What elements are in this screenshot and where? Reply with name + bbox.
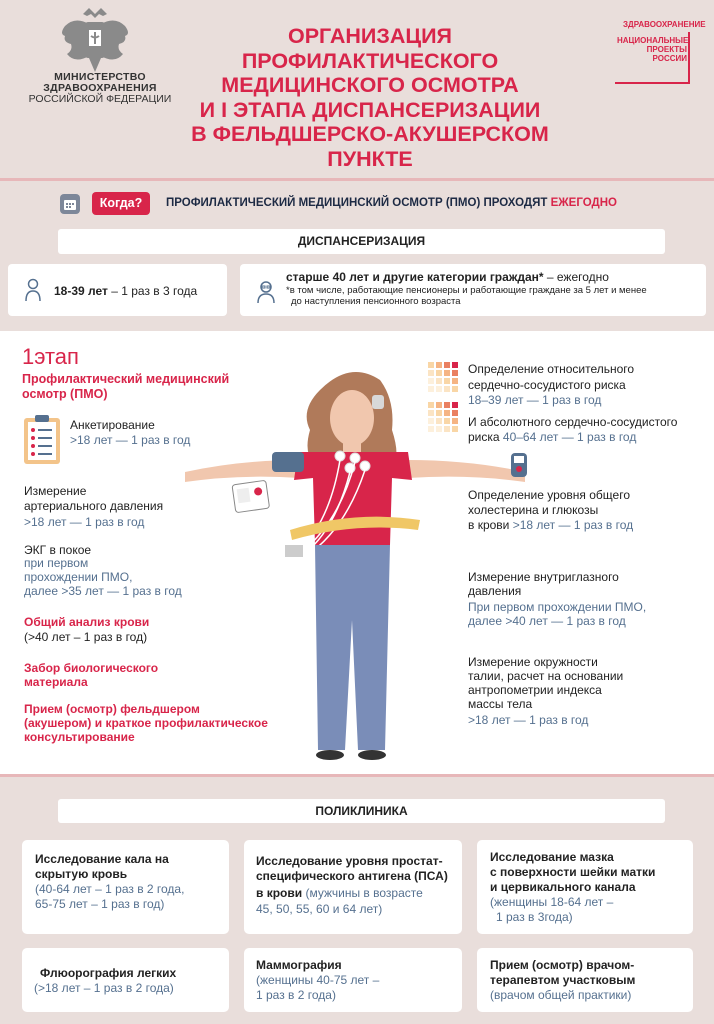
age1-range: 18-39 лет (54, 284, 108, 298)
natproj-top: ЗДРАВООХРАНЕНИЕ (623, 20, 706, 29)
card-detail: (женщины 40-75 лет – (256, 973, 380, 987)
eye-pressure-line2: давления (468, 584, 522, 598)
cholesterol-line2: холестерина и глюкозы (468, 503, 599, 517)
natproj-line2: ПРОЕКТЫ (646, 45, 687, 54)
biomaterial-label-line1: Забор биологического (24, 661, 159, 675)
coat-of-arms-icon (45, 6, 145, 76)
card-stool-test (22, 840, 229, 934)
title-line: И I ЭТАПА ДИСПАНСЕРИЗАЦИИ (199, 97, 541, 122)
card-title: Исследование кала на (35, 852, 169, 866)
when-text: ПРОФИЛАКТИЧЕСКИЙ МЕДИЦИНСКИЙ ОСМОТР (ПМО) ПРОХОДЯТ (166, 197, 551, 209)
card-detail: 45, 50, 55, 60 и 64 лет) (256, 902, 383, 916)
national-projects-logo (605, 16, 706, 86)
ecg-frequency-line1: при первом (24, 556, 89, 570)
card-therapist (477, 948, 693, 1012)
stage1-title: 1этап (22, 344, 79, 369)
age2-frequency: – ежегодно (543, 270, 609, 284)
divider (0, 178, 714, 181)
ministry-line3: РОССИЙСКОЙ ФЕДЕРАЦИИ (28, 93, 172, 105)
card-detail: (женщины 18-64 лет – (490, 895, 614, 909)
eye-pressure-frequency-line1: При первом прохождении ПМО, (468, 600, 647, 614)
waist-line1: Измерение окружности (468, 655, 598, 669)
cholesterol-frequency: >18 лет — 1 раз в год (512, 518, 634, 532)
pmo-line1: Профилактический медицинский (22, 372, 230, 386)
ecg-label: ЭКГ в покое (24, 543, 92, 557)
card-title: и цервикального канала (490, 880, 636, 894)
absolute-risk-text: риска (468, 430, 503, 444)
when-emphasis: ЕЖЕГОДНО (550, 197, 617, 209)
age-group-40-plus (286, 270, 609, 284)
card-detail: (мужчины в возрасте (305, 886, 423, 900)
biomaterial-label-line2: материала (24, 675, 88, 689)
title-line: ПРОФИЛАКТИЧЕСКОГО (241, 48, 499, 73)
card-detail: 1 раз в 2 года) (256, 988, 336, 1002)
natproj-line1: НАЦИОНАЛЬНЫЕ (617, 36, 689, 45)
reception-label-line2: (акушером) и краткое профилактическое (24, 716, 268, 730)
pmo-line2: осмотр (ПМО) (22, 387, 108, 401)
survey-label: Анкетирование (70, 418, 155, 432)
cholesterol-line1: Определение уровня общего (468, 488, 630, 502)
bp-frequency: >18 лет — 1 раз в год (24, 515, 145, 529)
age2-footnote (286, 285, 696, 307)
calendar-icon (60, 194, 80, 214)
divider (0, 774, 714, 777)
eye-pressure-line1: Измерение внутриглазного (468, 570, 619, 584)
absolute-risk-frequency: 40–64 лет — 1 раз в год (502, 430, 637, 444)
card-title: скрытую кровь (35, 867, 128, 881)
when-badge: Когда? (92, 192, 150, 215)
ecg-frequency-line3: далее >35 лет — 1 раз в год (24, 584, 182, 598)
cholesterol-line3 (468, 518, 633, 532)
blood-test-frequency: (>40 лет – 1 раз в год) (24, 630, 148, 644)
card-fluorography (22, 948, 229, 1012)
card-title: терапевтом участковым (490, 973, 636, 987)
page-title (185, 24, 555, 171)
card-title: специфического антигена (ПСА) (256, 869, 448, 883)
footnote-line: до наступления пенсионного возраста (291, 296, 461, 307)
card-smear-test (477, 840, 693, 934)
title-line: В ФЕЛЬДШЕРСКО-АКУШЕРСКОМ ПУНКТЕ (191, 122, 549, 171)
age-group-18-39 (54, 284, 197, 298)
card-title: в крови (256, 886, 306, 900)
waist-line2: талии, расчет на основании (468, 669, 624, 683)
eye-pressure-frequency-line2: далее >40 лет — 1 раз в год (468, 614, 626, 628)
ministry-line1: МИНИСТЕРСТВО (54, 71, 146, 83)
reception-label-line3: консультирование (24, 730, 135, 744)
waist-line4: массы тела (468, 697, 533, 711)
reception-label-line1: Прием (осмотр) фельдшером (24, 702, 200, 716)
absolute-risk-line2 (468, 430, 636, 444)
natproj-line3: РОССИИ (652, 54, 687, 63)
card-title-line (256, 884, 454, 902)
card-title: Прием (осмотр) врачом- (490, 958, 635, 972)
glucometer-icon (510, 452, 528, 478)
blood-test-label: Общий анализ крови (24, 615, 150, 629)
when-statement (166, 197, 617, 209)
elderly-person-icon (256, 280, 276, 304)
title-line: МЕДИЦИНСКОГО ОСМОТРА (221, 73, 519, 97)
natproj-text (617, 36, 687, 63)
ministry-name (5, 72, 195, 105)
ecg-frequency-line2: прохождении ПМО, (24, 570, 133, 584)
relative-risk-line1: Определение относительного (468, 362, 635, 376)
waist-line3: антропометрии индекса (468, 683, 602, 697)
waist-frequency: >18 лет — 1 раз в год (468, 713, 589, 727)
card-detail: 1 раз в 3года) (496, 910, 573, 924)
risk-grid-icon (428, 362, 458, 392)
card-detail: (>18 лет – 1 раз в 2 года) (34, 981, 174, 995)
bp-label-line2: артериального давления (24, 499, 164, 513)
polyclinic-heading: ПОЛИКЛИНИКА (58, 799, 665, 823)
relative-risk-frequency: 18–39 лет — 1 раз в год (468, 393, 602, 407)
title-line: ОРГАНИЗАЦИЯ (287, 24, 452, 48)
survey-frequency: >18 лет — 1 раз в год (70, 433, 191, 447)
risk-grid-icon (428, 402, 458, 432)
bp-label-line1: Измерение (24, 484, 87, 498)
footnote-line: *в том числе, работающие пенсионеры и работающие граждане за 5 лет и менее (286, 285, 647, 296)
relative-risk-line2: сердечно-сосудистого риска (468, 378, 626, 392)
age1-frequency: – 1 раз в 3 года (107, 284, 198, 298)
card-psa-test (244, 840, 462, 934)
card-mammography (244, 948, 462, 1012)
questionnaire-icon (22, 414, 62, 466)
card-title: Флюорография легких (40, 966, 177, 980)
card-detail: (40-64 лет – 1 раз в 2 года, (35, 882, 185, 896)
cholesterol-text: в крови (468, 518, 513, 532)
person-icon (24, 278, 42, 302)
card-title: Маммография (256, 958, 342, 972)
dispanserization-heading: ДИСПАНСЕРИЗАЦИЯ (58, 229, 665, 254)
card-title: с поверхности шейки матки (490, 865, 656, 879)
card-title: Исследование уровня простат- (256, 854, 443, 868)
card-title: Исследование мазка (490, 850, 614, 864)
age2-range: старше 40 лет и другие категории граждан* (286, 270, 544, 284)
ministry-line2: ЗДРАВООХРАНЕНИЯ (43, 82, 157, 94)
card-detail: (врачом общей практики) (490, 988, 632, 1002)
absolute-risk-line1: И абсолютного сердечно-сосудистого (468, 415, 678, 429)
card-detail: 65-75 лет – 1 раз в год) (35, 897, 165, 911)
